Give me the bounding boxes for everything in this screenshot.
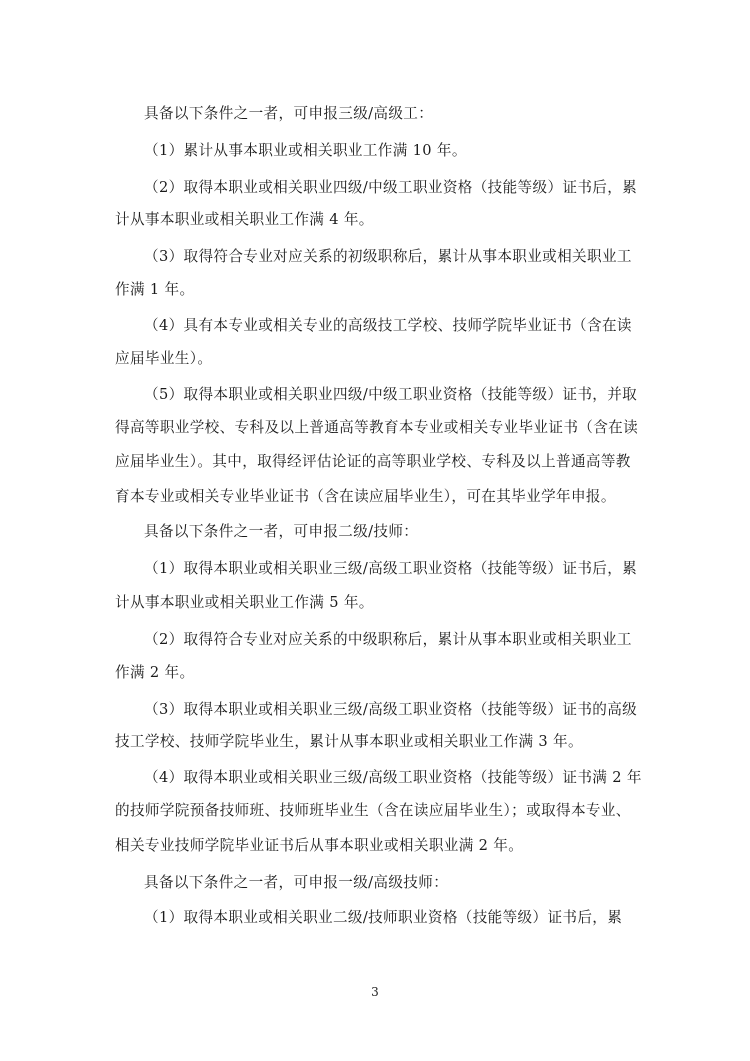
paragraph-line: 得高等职业学校、专科及以上普通高等教育本专业或相关专业毕业证书（含在读 [115, 419, 639, 436]
paragraph-line: 育本专业或相关专业毕业证书（含在读应届毕业生），可在其毕业学年申报。 [115, 488, 616, 505]
paragraph-line: （1）取得本职业或相关职业二级/技师职业资格（技能等级）证书后，累 [144, 909, 623, 926]
paragraph-line: （3）取得符合专业对应关系的初级职称后，累计从事本职业或相关职业工 [144, 248, 632, 265]
paragraph-line: 具备以下条件之一者，可申报一级/高级技师： [144, 874, 449, 891]
paragraph-line: 计从事本职业或相关职业工作满 4 年。 [115, 211, 374, 228]
paragraph-line: 计从事本职业或相关职业工作满 5 年。 [115, 594, 374, 611]
paragraph-line: 相关专业技师学院毕业证书后从事本职业或相关职业满 2 年。 [115, 837, 524, 854]
paragraph-line: （1）累计从事本职业或相关职业工作满 10 年。 [144, 142, 467, 159]
paragraph-line: （4）取得本职业或相关职业三级/高级工职业资格（技能等级）证书满 2 年 [144, 769, 642, 786]
paragraph-line: （2）取得符合专业对应关系的中级职称后，累计从事本职业或相关职业工 [144, 631, 632, 648]
paragraph-line: （4）具有本专业或相关专业的高级技工学校、技师学院毕业证书（含在读 [144, 317, 632, 334]
paragraph-line: 应届毕业生）。其中，取得经评估论证的高等职业学校、专科及以上普通高等教 [115, 453, 631, 470]
paragraph-line: 的技师学院预备技师班、技师班毕业生（含在读应届毕业生）；或取得本专业、 [115, 802, 631, 819]
paragraph-line: （3）取得本职业或相关职业三级/高级工职业资格（技能等级）证书的高级 [144, 701, 638, 718]
paragraph-line: 作满 1 年。 [115, 281, 195, 298]
paragraph-line: （5）取得本职业或相关职业四级/中级工职业资格（技能等级）证书，并取 [144, 386, 638, 403]
page-number: 3 [371, 985, 379, 999]
paragraph-line: 技工学校、技师学院毕业生，累计从事本职业或相关职业工作满 3 年。 [115, 733, 583, 750]
paragraph-line: 具备以下条件之一者，可申报二级/技师： [144, 523, 419, 540]
paragraph-line: 具备以下条件之一者，可申报三级/高级工： [144, 105, 434, 122]
paragraph-line: 应届毕业生）。 [115, 350, 213, 367]
paragraph-line: 作满 2 年。 [115, 664, 195, 681]
paragraph-line: （2）取得本职业或相关职业四级/中级工职业资格（技能等级）证书后，累 [144, 179, 638, 196]
paragraph-line: （1）取得本职业或相关职业三级/高级工职业资格（技能等级）证书后，累 [144, 560, 638, 577]
